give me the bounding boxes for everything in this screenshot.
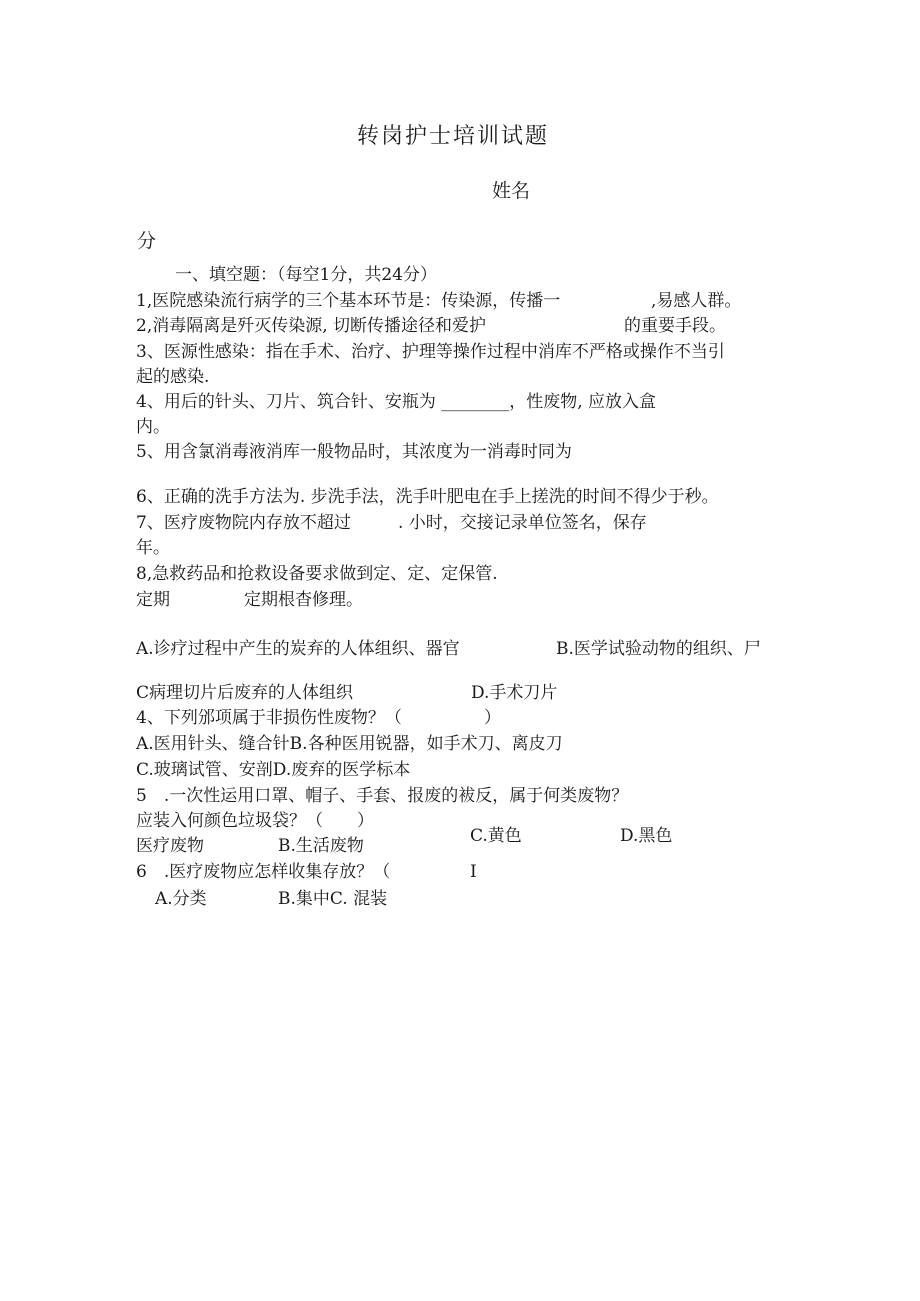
choice-5-option-c: C.黄色 xyxy=(470,826,522,846)
question-8-line-2-start: 定期 xyxy=(136,590,170,610)
question-2-text-end: 的重要手段。 xyxy=(624,316,726,336)
choice-4-stem-close: ） xyxy=(484,708,501,728)
page-title: 转岗护士培训试题 xyxy=(357,124,550,149)
choice-5-option-b: B.生活废物 xyxy=(278,836,364,856)
score-label: 分 xyxy=(137,230,157,252)
question-4-line-2: 内。 xyxy=(136,417,170,437)
choice-6-option-a: A.分类 xyxy=(155,889,207,909)
choice-4-options-cd: C.玻璃试管、安剖D.废弃的医学标本 xyxy=(136,760,411,780)
question-7-text: 7、医疗废物院内存放不超过 xyxy=(136,513,351,533)
question-5-text: 5、用含氯消毒液消库一般物品时，其浓度为一消毒时同为 xyxy=(136,442,572,462)
choice-6-mark: I xyxy=(470,862,477,882)
choice-4-stem: 4、下列邠项属于非损伤性废物？（ xyxy=(136,708,402,728)
question-1-text: 1,医院感染流行病学的三个基本环节是：传染源，传播一 xyxy=(136,291,561,311)
question-6-text: 6、正确的洗手方法为. 步洗手法，洗手叶肥电在手上搓洗的时间不得少于秒。 xyxy=(136,487,719,507)
name-label: 姓名 xyxy=(492,180,531,202)
choice-3-option-d: D.手术刀片 xyxy=(471,683,558,703)
question-3-line-1: 3、医源性感染：指在手术、治疗、护理等操作过程中消库不严格或操作不当引 xyxy=(136,342,725,362)
question-7-text-end: . 小时，交接记录单位签名，保存 xyxy=(398,513,647,533)
choice-5-stem-2: 应装入何颜色垃圾袋？（ ） xyxy=(136,811,374,831)
choice-6-stem: 6 .医疗废物应怎样收集存放？（ xyxy=(136,862,391,882)
choice-5-option-d: D.黑色 xyxy=(620,826,673,846)
choice-6-options-bc: B.集中C. 混装 xyxy=(278,889,388,909)
question-8-text: 8,急救药品和抢救设备要求做到定、定、定保管. xyxy=(136,564,498,584)
choice-3-option-b: B.医学试验动物的组织、尸 xyxy=(556,639,761,659)
question-8-line-2-end: 定期根杳修理。 xyxy=(244,590,363,610)
question-4-text: 4、用后的针头、刀片、筑合针、安瓶为 ________，性废物, 应放入盒 xyxy=(136,392,657,412)
choice-3-option-a: A.诊疗过程中产生的炭弃的人体组织、器官 xyxy=(136,639,460,659)
question-7-line-2: 年。 xyxy=(136,538,170,558)
choice-5-stem: 5 .一次性运用口罩、帽子、手套、报废的袚反，属于何类废物？ xyxy=(136,786,629,806)
question-2-text: 2,消毒隔离是歼灭传染源, 切断传播途径和爱护 xyxy=(136,316,487,336)
section-heading: 一、填空题：（每空1分，共24分） xyxy=(175,265,437,285)
choice-5-option-a: 医疗废物 xyxy=(136,836,204,856)
choice-4-options-ab: A.医用针头、缝合针B.各种医用锐器，如手术刀、离皮刀 xyxy=(136,734,563,754)
choice-3-option-c: C病理切片后废弃的人体组织 xyxy=(136,683,354,703)
question-3-line-2: 起的感染. xyxy=(136,367,210,387)
question-1-text-end: ,易感人群。 xyxy=(651,291,742,311)
